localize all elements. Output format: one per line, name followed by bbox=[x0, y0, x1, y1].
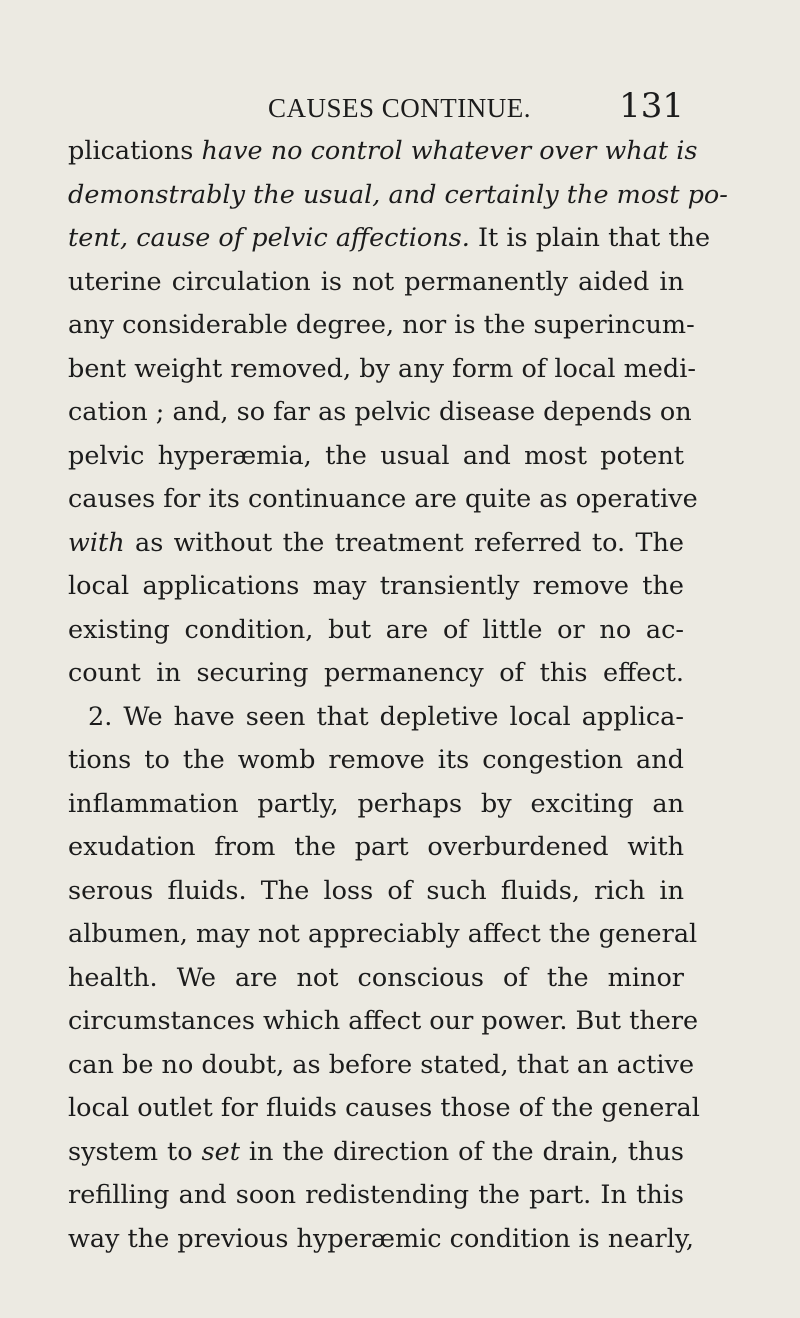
text-segment: system to bbox=[68, 1136, 202, 1167]
page-header bbox=[0, 88, 800, 128]
text-line bbox=[68, 348, 696, 392]
text-segment: in the direction of the drain, thus bbox=[239, 1136, 684, 1167]
text-segment: inflammation partly, perhaps by exciting an bbox=[68, 788, 684, 819]
text-line bbox=[68, 1044, 695, 1088]
text-line bbox=[68, 522, 684, 566]
italic-text: have no control whatever over what is bbox=[201, 136, 698, 166]
text-segment: exudation from the part overburdened with bbox=[68, 832, 684, 862]
text-line bbox=[68, 1174, 684, 1218]
text-line bbox=[68, 478, 698, 522]
text-line bbox=[68, 652, 684, 696]
text-line bbox=[68, 130, 698, 174]
running-head: CAUSES CONTINUE. bbox=[268, 93, 532, 123]
italic-text: tent, cause of pelvic affections. bbox=[68, 223, 470, 253]
text-segment: refilling and soon redistending the part. In this bbox=[68, 1180, 684, 1210]
text-segment: can be no doubt, as before stated, that an active bbox=[68, 1049, 695, 1080]
text-line bbox=[68, 217, 711, 261]
text-segment: bent weight removed, by any form of local medi- bbox=[68, 353, 696, 384]
text-segment: as without the treatment referred to. The bbox=[124, 527, 684, 558]
text-line bbox=[68, 304, 695, 348]
text-segment: existing condition, but are of little or no ac- bbox=[68, 614, 684, 645]
text-line bbox=[68, 609, 684, 653]
italic-text: demonstrably the usual, and certainly the most po- bbox=[68, 179, 728, 210]
text-line bbox=[68, 1087, 700, 1131]
text-segment: any considerable degree, nor is the superincum- bbox=[68, 310, 695, 340]
text-line bbox=[68, 565, 684, 609]
text-line bbox=[68, 1131, 684, 1175]
text-line bbox=[68, 435, 684, 479]
text-segment: local outlet for fluids causes those of the general bbox=[68, 1093, 700, 1123]
italic-text: with bbox=[68, 527, 125, 558]
text-segment: 2. We have seen that depletive local applica- bbox=[88, 701, 684, 732]
text-line bbox=[68, 783, 684, 827]
text-line bbox=[68, 739, 684, 783]
text-line bbox=[68, 1218, 695, 1262]
text-segment: causes for its continuance are quite as operative bbox=[68, 484, 698, 514]
text-line bbox=[68, 957, 684, 1001]
text-line bbox=[68, 870, 684, 914]
text-segment: local applications may transiently remove the bbox=[68, 571, 684, 601]
text-line bbox=[68, 261, 684, 305]
text-segment: circumstances which affect our power. But there bbox=[68, 1006, 699, 1036]
text-line bbox=[68, 826, 684, 870]
page-number: 131 bbox=[619, 86, 684, 126]
text-segment: uterine circulation is not permanently aided in bbox=[68, 266, 684, 297]
text-segment: It is plain that the bbox=[469, 223, 711, 253]
text-segment: way the previous hyperæmic condition is nearly, bbox=[68, 1223, 695, 1254]
text-segment: albumen, may not appreciably affect the general bbox=[68, 919, 698, 949]
text-segment: serous fluids. The loss of such fluids, rich in bbox=[68, 875, 684, 906]
text-line bbox=[68, 696, 684, 740]
text-line bbox=[68, 174, 728, 218]
text-segment: plications bbox=[68, 136, 202, 166]
italic-text: set bbox=[201, 1136, 240, 1167]
text-segment: cation ; and, so far as pelvic disease depends on bbox=[68, 397, 692, 427]
text-line bbox=[68, 913, 698, 957]
text-line bbox=[68, 391, 692, 435]
text-line bbox=[68, 1000, 699, 1044]
text-segment: tions to the womb remove its congestion and bbox=[68, 745, 684, 775]
text-segment: count in securing permanency of this effect. bbox=[68, 658, 684, 688]
text-segment: pelvic hyperæmia, the usual and most potent bbox=[68, 440, 684, 471]
text-segment: health. We are not conscious of the minor bbox=[68, 962, 684, 993]
body-text bbox=[68, 130, 728, 1261]
